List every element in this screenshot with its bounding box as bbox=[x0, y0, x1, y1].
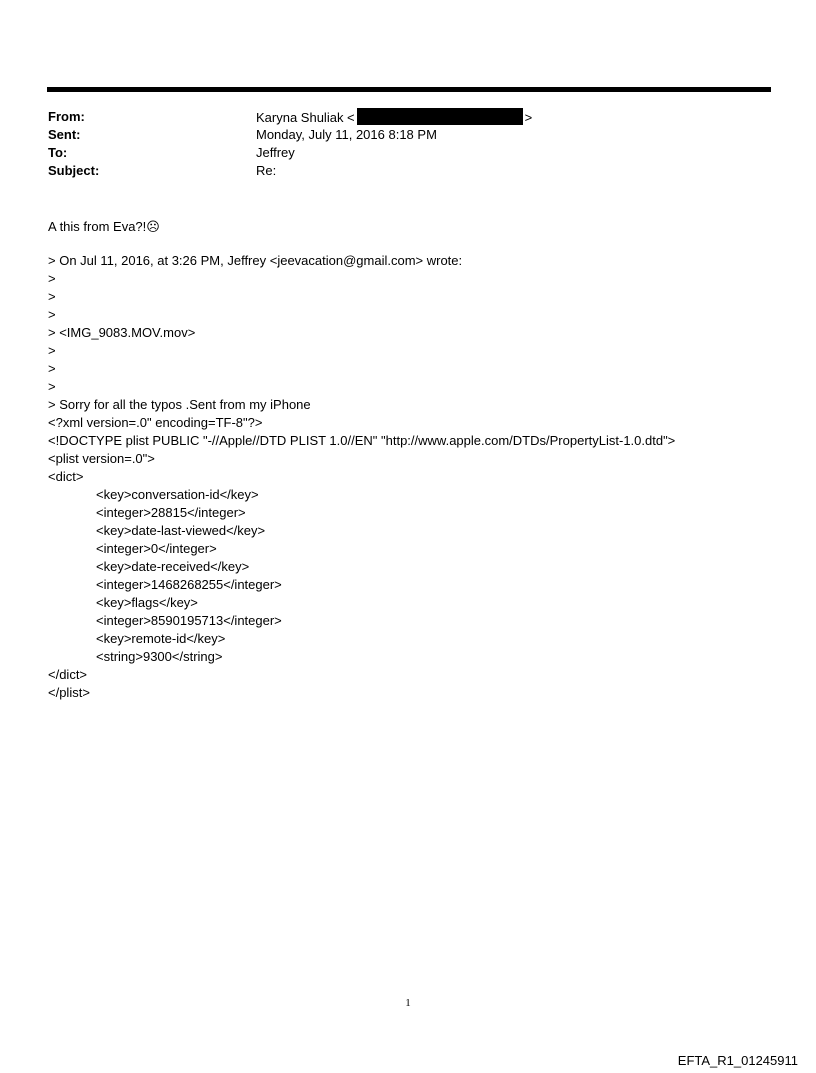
quoted-line: > On Jul 11, 2016, at 3:26 PM, Jeffrey <jeevacation@gmail.com> wrote: bbox=[48, 253, 463, 268]
opening-line: A this from Eva?!☹ bbox=[48, 219, 160, 234]
signature-line: > Sorry for all the typos .Sent from my iPhone bbox=[48, 397, 311, 412]
quoted-line: > bbox=[48, 307, 56, 322]
sent-value: Monday, July 11, 2016 8:18 PM bbox=[256, 127, 437, 142]
subject-label: Subject: bbox=[48, 163, 100, 178]
dict-entry: <key>date-received</key> bbox=[96, 559, 250, 574]
subject-value: Re: bbox=[256, 163, 277, 178]
quoted-line: > bbox=[48, 361, 56, 376]
xml-declaration: <?xml version=.0" encoding=TF-8"?> bbox=[48, 415, 263, 430]
from-value bbox=[256, 108, 532, 126]
attachment-line: > <IMG_9083.MOV.mov> bbox=[48, 325, 196, 340]
dict-entry: <integer>28815</integer> bbox=[96, 505, 246, 520]
plist-close: </plist> bbox=[48, 685, 90, 700]
from-label: From: bbox=[48, 109, 85, 124]
sent-label: Sent: bbox=[48, 127, 81, 142]
page-number: 1 bbox=[405, 997, 411, 1009]
dict-entry: <key>date-last-viewed</key> bbox=[96, 523, 266, 538]
quoted-line: > bbox=[48, 289, 56, 304]
from-value-end: > bbox=[524, 110, 533, 125]
dict-entry: <integer>1468268255</integer> bbox=[96, 577, 282, 592]
dict-entry: <integer>0</integer> bbox=[96, 541, 217, 556]
quoted-line: > bbox=[48, 343, 56, 358]
plist-open: <plist version=.0"> bbox=[48, 451, 155, 466]
redaction-box bbox=[357, 108, 523, 125]
subject-row bbox=[48, 162, 532, 180]
dict-open: <dict> bbox=[48, 469, 84, 484]
dict-entry: <string>9300</string> bbox=[96, 649, 223, 664]
dict-entry: <integer>8590195713</integer> bbox=[96, 613, 282, 628]
bates-number: EFTA_R1_01245911 bbox=[677, 1053, 798, 1068]
dict-close: </dict> bbox=[48, 667, 88, 682]
dict-entry: <key>flags</key> bbox=[96, 595, 198, 610]
from-name: Karyna Shuliak < bbox=[256, 110, 355, 125]
from-row bbox=[48, 108, 532, 126]
to-row bbox=[48, 144, 532, 162]
sent-row bbox=[48, 126, 532, 144]
dict-entry: <key>remote-id</key> bbox=[96, 631, 226, 646]
dict-entry: <key>conversation-id</key> bbox=[96, 487, 259, 502]
email-header bbox=[48, 108, 532, 180]
quoted-line: > bbox=[48, 271, 56, 286]
header-divider bbox=[47, 87, 771, 92]
doctype-line: <!DOCTYPE plist PUBLIC "-//Apple//DTD PLIST 1.0//EN" "http://www.apple.com/DTDs/PropertyList-1.0.dtd"> bbox=[48, 433, 676, 448]
to-label: To: bbox=[48, 145, 68, 160]
spacer bbox=[48, 236, 675, 252]
to-value: Jeffrey bbox=[256, 145, 295, 160]
quoted-line: > bbox=[48, 379, 56, 394]
email-body bbox=[48, 218, 675, 702]
